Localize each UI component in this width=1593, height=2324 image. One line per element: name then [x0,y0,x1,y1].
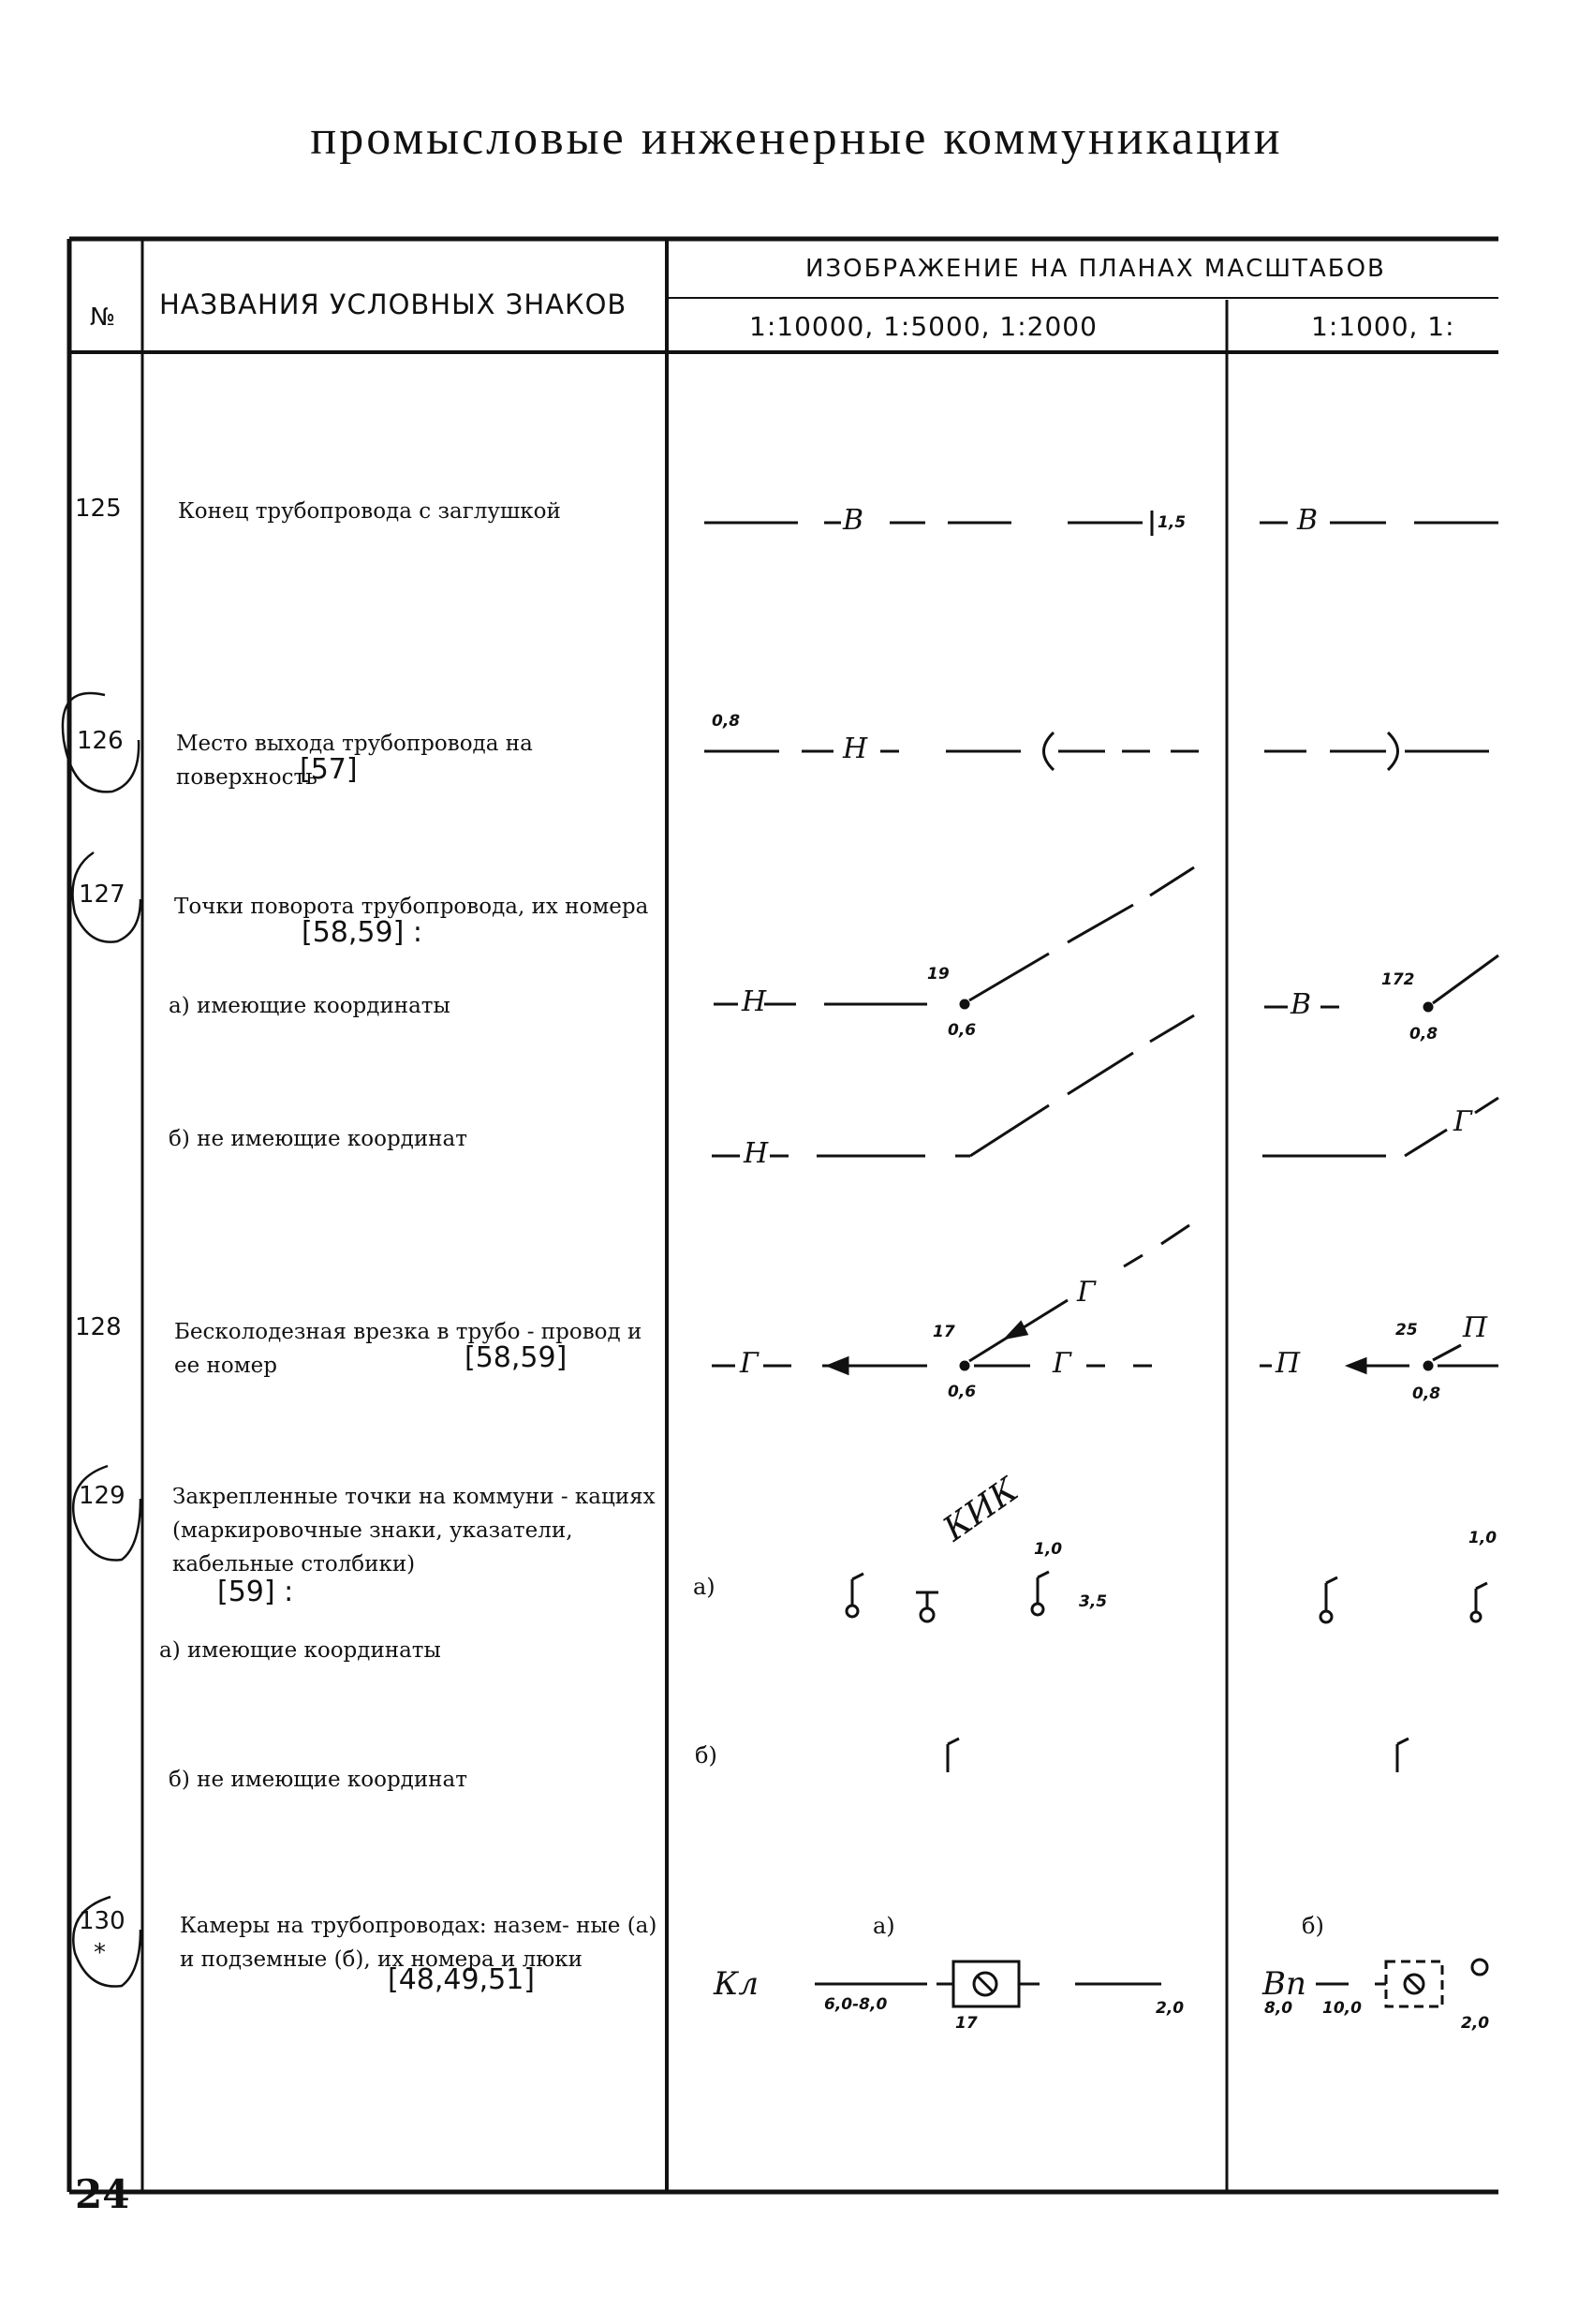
label-126-oil: Н [843,733,868,765]
label-127-point-19: 19 [927,965,950,984]
label-125-water-b: В [1297,504,1319,537]
label-127-point-172: 172 [1381,970,1415,989]
label-127a-oil: Н [742,985,767,1018]
row-number-125: 125 [75,495,122,523]
symbol-125-large [704,511,1152,536]
symbol-129a-large [847,1572,1049,1621]
row-number-126: 126 [77,727,124,755]
row-number-128: 128 [75,1313,122,1341]
name-128: Бесколодезная врезка в трубо - провод и ее номер [174,1320,642,1378]
header-scale-a: 1:10000, 1:5000, 1:2000 [749,311,1098,342]
symbol-127a-large [714,867,1194,1008]
label-130-size-20: 2,0 [1156,1999,1185,2018]
label-130-size-20-b: 2,0 [1461,2014,1490,2033]
symbol-129b-large [948,1739,959,1772]
label-130-chamber-b: Вп [1262,1965,1306,2003]
label-128-point-25: 25 [1395,1321,1418,1340]
symbol-129b-small [1397,1739,1409,1772]
ref-127: [58,59] : [302,916,422,949]
header-names: НАЗВАНИЯ УСЛОВНЫХ ЗНАКОВ [159,289,627,320]
row-number-127: 127 [79,881,125,909]
label-128-gas-diag: Г [1077,1276,1096,1309]
label-129-kik: КИК [937,1471,1025,1549]
name-130: Камеры на трубопроводах: назем- ные (а) и подземные (б), их номера и люки [180,1914,657,1972]
label-130-size-60-80: 6,0-8,0 [824,1995,888,2014]
label-128-gas: Г [740,1347,759,1380]
label-129-size-10-b: 1,0 [1468,1529,1497,1547]
label-125-size: 1,5 [1158,513,1187,532]
name-129: Закрепленные точки на коммуни - кациях (маркировочные знаки, указатели, кабельные столбики) [172,1485,656,1576]
label-128-size-b: 0,8 [1412,1384,1441,1403]
label-130-size-100: 10,0 [1322,1999,1362,2018]
label-128-steam: П [1276,1347,1301,1380]
label-127a-size-b: 0,8 [1409,1025,1438,1044]
header-number: № [90,303,116,332]
label-130-number: 17 [955,2014,978,2033]
symbol-128-large [712,1225,1189,1373]
label-129-b: б) [695,1742,717,1769]
name-127: Точки поворота трубопровода, их номера [174,895,649,919]
label-129-a: а) [693,1574,715,1600]
ref-130: [48,49,51] [388,1963,536,1996]
ref-126: [57] [300,753,358,786]
header-scale-b: 1:1000, 1: [1311,311,1455,342]
label-128-gas-mid: Г [1053,1347,1071,1380]
sub-129-b: б) не имеющие координат [169,1768,467,1792]
label-130-size-80: 8,0 [1264,1999,1293,2018]
name-125: Конец трубопровода с заглушкой [178,499,561,524]
sub-127-b: б) не имеющие координат [169,1127,467,1151]
label-125-water: В [843,504,864,537]
row-mark-130: * [94,1939,106,1967]
label-129-size-35: 3,5 [1079,1592,1108,1611]
name-126: Место выхода трубопровода на поверхность [176,732,533,790]
label-127b-gas: Г [1453,1105,1472,1138]
ref-129: [59] : [217,1576,294,1608]
page-title: промысловые инженерные коммуникации [310,111,1283,165]
label-128-steam-diag: П [1463,1311,1488,1344]
label-127a-size: 0,6 [948,1021,977,1040]
label-127a-water: В [1291,988,1312,1021]
symbol-129a-small [1320,1577,1487,1622]
row-number-130: 130 [79,1907,125,1935]
row-number-129: 129 [79,1482,125,1510]
page-number: 24 [75,2171,130,2217]
label-128-point-17: 17 [933,1323,955,1341]
symbol-126-large [704,733,1199,770]
ref-128: [58,59] [465,1341,568,1374]
sub-127-a: а) имеющие координаты [169,994,450,1018]
label-126-size: 0,8 [712,712,741,731]
header-image: ИЗОБРАЖЕНИЕ НА ПЛАНАХ МАСШТАБОВ [805,255,1386,283]
sub-129-a: а) имеющие координаты [159,1638,441,1663]
label-128-size: 0,6 [948,1383,977,1401]
label-127b-oil: Н [744,1137,769,1170]
label-129-size-10: 1,0 [1034,1540,1063,1559]
label-130-b: б) [1302,1913,1324,1939]
label-130-a: а) [873,1913,895,1939]
symbol-126-small [1264,733,1489,770]
label-130-chamber-a: Кл [714,1965,759,2003]
